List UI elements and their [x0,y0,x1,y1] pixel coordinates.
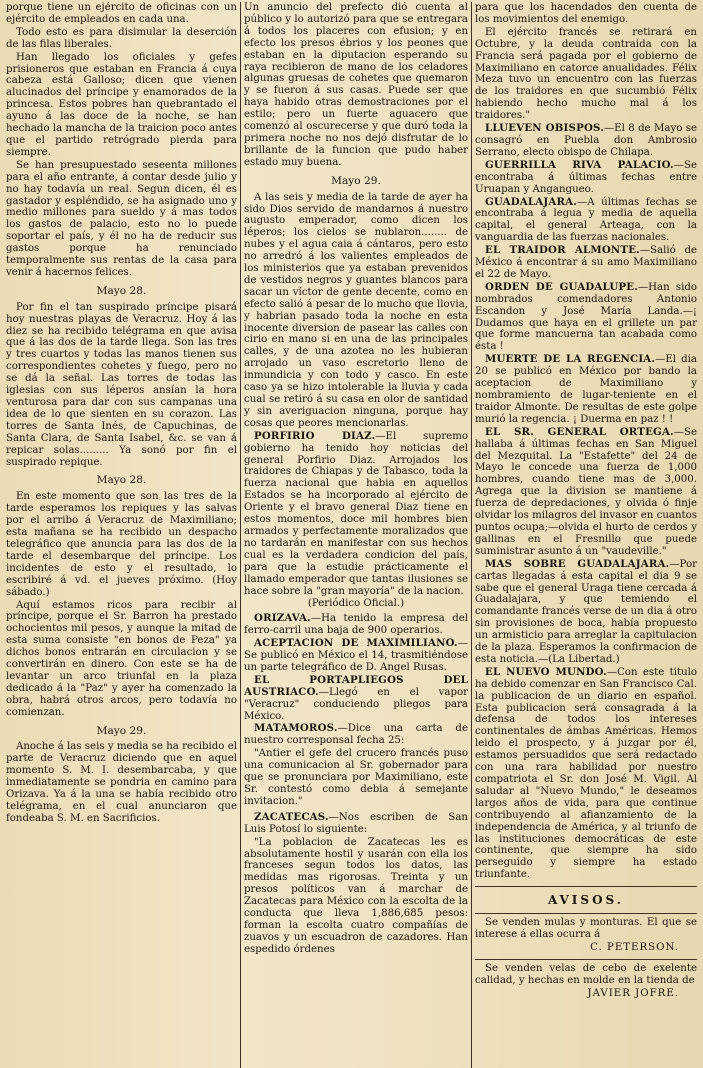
section-divider [475,886,697,887]
source-credit: (Periódico Oficial.) [307,598,405,610]
news-heading: EL PORTAPLIEGOS DEL AUSTRIACO. [244,673,468,698]
news-item [244,613,468,637]
ad-signature: C. PETERSON. [590,941,679,953]
article-paragraph: "La poblacion de Zacatecas les es absolutamente hostil y usarán con ella los franceses segun todos los datos, las medidas mas rigorosas. Treinta y un presos políticos van á marchar de Zacatecas para México con la escolta de la conducta que lleva 1,886,685 pesos: forman la escolta cuatro compañías de zuavos y un escuadron de cazadores. Han espedido órdenes [244,836,468,955]
news-heading: ZACATECAS. [254,810,329,823]
news-item [244,723,468,747]
news-heading: MUERTE DE LA REGENCIA. [485,353,656,366]
news-item [475,667,697,881]
news-item [475,160,697,196]
news-item [475,197,697,245]
ad-text: Se venden mulas y monturas. El que se interese á ellas ocurra á [475,917,697,940]
news-item [475,559,697,666]
news-item [244,638,468,674]
news-item [475,123,697,159]
news-heading: GUERRILLA RIVA PALACIO. [485,158,674,171]
news-body: —El supremo gobierno ha tenido hoy noticias del general Porfirio Diaz. Arrojados los traidores de Chiapas y de Tabasco, toda la fuerza nacional que habia en aquellos Estados se ha incorporado al ejército de Oriente y el bravo general Diaz tiene en estos momentos, doce mil hombres bien armados y perfectamente moralizados que no tardarán en manifestar con sus hechos cual es la verdadera condicion del país, para que la estudie prácticamente el llamado emperador que tantas ilusiones se hace sobre la "gran mayoría" de la nacion. [244,430,469,597]
news-item [475,282,697,353]
news-body: —Nos escriben de San Luis Potosí lo siguiente: [244,811,468,835]
article-paragraph: "Antier el gefe del crucero francés puso una comunicacion al Sr. gobernador para que se pronunciara por Maximiliano, este Sr. contestó como debia á semejante invitacion." [244,748,468,807]
section-divider [475,959,697,960]
dateline: Mayo 29. [331,174,381,187]
news-heading: ORDEN DE GUADALUPE. [485,280,638,293]
news-body: —Por cartas llegadas á esta capital el dia 9 se sabe que el general Uraga tiene cercada á Guadalajara, y que temiendo el comandante francés verse de un dia á otro sin provisiones de boca, había propuesto un armisticio para arreglar la capitulacion de la plaza. Esperamos la confirmacion de esta noticia.—(La Libertad.) [475,558,697,665]
news-body: —Han sido nombrados comendadores Antonio Escandon y José María Landa.—¡ Dudamos que haya en el grillete un par que forme mancuerna tan acabada como ésta ! [475,281,697,353]
news-body: —Ha tenido la empresa del ferro-carril una baja de 900 operarios. [244,613,468,637]
news-body: —Llegó en el vapor "Veracruz" conduciendo pliegos para México. [244,686,468,722]
article-paragraph: Anoche á las seis y media se ha recibido el parte de Veracruz diciendo que en aquel momento S. M. I. desembarcaba, y que inmediatamente se pondria en camino para Orizava. Ya á la una se había recibido otro telégrama, en el cual anunciaron que fondeaba S. M. en Sacrificios. [6,741,237,824]
news-heading: MAS SOBRE GUADALAJARA. [485,557,670,570]
ad-signature: JAVIER JOFRE. [587,987,679,999]
news-item [244,812,468,836]
avisos-heading: AVISOS. [548,893,624,908]
news-body: —Se encontraba á últimas fechas entre Uruapan y Angangueo. [475,159,697,195]
news-body: —Con este titulo ha debido comenzar en San Francisco Cal. la publicacion de un diario en español. Esta publicacion será consagrada á la defensa de todos los intereses continentales de ámbas Américas. Hemos leido el prospecto, y á juzgar por él, estamos persuadidos que será redactado con una rara habilidad por nuestro compatriota el Sr. don José M. Vigil. Al saludar al "Nuevo Mundo," le deseamos largos años de vida, para que continue contribuyendo al afianzamiento de la independencia de América, y al triunfo de las instituciones democráticas de este continente, que siempre ha sido perseguido y siempre ha estado triunfante. [475,666,697,881]
news-body: —A últimas fechas se encontraba á legua y media de aquella capital, el general Arteaga, con la vanguardia de las fuerzas nacionales. [475,196,697,244]
article-paragraph: para que los hacendados den cuenta de los movimientos del enemigo. [475,2,697,25]
news-body: —Se publicó en México el 14, trasmitiéndose un parte telegráfico de D. Angel Rusas. [244,638,468,673]
dateline: Mayo 28. [96,284,147,297]
news-item [475,354,697,425]
article-paragraph: Aquí estamos ricos para recibir al príncipe, porque el Sr. Barron ha prestado ochocientos mil pesos, y aunque la mitad de esta suma consiste "en bonos de Peza" ya dichos bonos entrarán en circulacion y se convertirán en dinero. Con este se ha de levantar un arco triunfal en la plaza dedicado á la "Paz" y ayer ha comenzado la obra, habrá otros arcos, pero todavía no comienzan. [6,599,237,718]
news-item [475,427,697,558]
article-paragraph: Se han presupuestado seseenta millones para el año entrante, á contar desde julio y no hay todavía un real. Segun dicen, él es gastador y espléndido, se ha asignado uno y medio millones para sueldo y á mas todos los gastos de palacio, esto no lo puede soportar el país, y él no ha de reducir sus gastos porque ha renunciado temporalmente sus rentas de la casa para venir á hacernos felices. [6,159,237,278]
column-1 [3,2,241,1068]
news-heading: EL SR. GENERAL ORTEGA. [485,425,674,438]
section-divider [475,913,697,914]
article-paragraph: El ejército francés se retirará en Octubre, y la deuda contraida con la Francia será pagada por el gobierno de Maximiliano en catorce anualidades. Félix Meza tuvo un encuentro con las fuerzas de los traidores en que sucumbió Félix habiendo hecho mucho mal á los traidores." [475,26,697,122]
article-paragraph: Por fin el tan suspirado príncipe pisará hoy nuestras playas de Veracruz. Hoy á las diez se ha recibido telégrama en que avisa que á las dos de la tarde llega. Son las tres y tres cuartos y todas las manos tienen sus correspondientes cohetes y fuego, pero no se dá la señal. Las torres de todas las iglesias con sus léperos ansían la hora venturosa para dar con sus campanas una idea de lo que sienten en su corazon. Las torres de Santa Inés, de Capuchinas, de Santa Clara, de Santa Isabel, &c. se van á repicar solas......... Ya sonó por fin el suspirado repique. [6,301,237,468]
news-heading: ACEPTACION DE MAXIMILIANO. [254,637,458,650]
article-paragraph: Todo esto es para disimular la deserción de las filas liberales. [6,26,237,50]
ad-text: Se venden velas de cebo de exelente calidad, y hechas en molde en la tienda de [475,962,697,986]
news-heading: ORIZAVA. [254,612,311,625]
classified-ad [475,917,697,954]
news-body: —El dia 20 se publicó en México por bando la aceptacion de Maximiliano y nombramiento de lugar-teniente en el traidor Almonte. De resultas de este golpe murió la regencia. ¡ Duerma en paz ! ! [475,354,697,425]
news-item [244,675,468,723]
article-paragraph: Un anuncio del prefecto dió cuenta al público y lo autorizó para que se entregara á todos los placeres con efusion; y en efecto los presos ébrios y los peones que estaban en la diputacion esperando su raya recibieron de mano de los celadores algunas gruesas de cohetes que quemaron y se fueron á sus casas. Puede ser que haya habido otras demostraciones por el estilo; pero un fuerte aguacero que comenzó al oscurecerse y que duró toda la primera noche no nos dejó disfrutar de lo brillante de la funcion que pudo haber estado muy buena. [244,2,468,168]
news-item [475,245,697,281]
article-paragraph: A las seis y media de la tarde de ayer ha sido Dios servido de mandarnos á nuestro augusto emperador, como dicen los léperos; los cielos se nublaron........ de nubes y el agua caia á cántaros, pero esto no arredró á los valientes empleados de los ministerios que ya estaban prevenidos de vestidos negros y guantes blancos para sacar un víctor de gente decente, como en efecto salió á pesar de lo mucho que llovia, y habrian pasado toda la noche en esta inocente diversion de pasear las calles con cirio en mano si en una de las principales calles, y de una azotea no les hubieran arrojado un vaso escretorio lleno de inmundicia y con todo y casco. En este caso ya se hizo intolerable la lluvia y cada cual se retiró á su casa en olor de santidad y sin averiguacion ninguna, porque hay cosas que peores mencionarlas. [244,191,468,429]
news-heading: EL NUEVO MUNDO. [485,665,607,678]
news-body: —El 8 de Mayo se consagró en Puebla don Ambrosio Serrano, electo obispo de Chilapa. [475,123,697,158]
news-item [244,431,468,598]
news-heading: PORFIRIO DIAZ. [254,429,376,442]
news-heading: GUADALAJARA. [485,195,578,208]
article-paragraph: En este momento que son las tres de la tarde esperamos los repiques y las salvas por el arribo á Veracruz de Maximiliano; esta mañana se ha recibido un despacho telegráfico que anuncia para las dos de la tarde el desembarque del príncipe. Los incidentes de esto y el resultado, lo escribiré á vd. el jueves próximo. (Hoy sábado.) [6,491,237,598]
article-paragraph: porque tiene un ejército de oficinas con un ejército de empleados en cada una. [6,2,237,25]
column-3 [472,2,700,1068]
dateline: Mayo 28. [96,474,147,487]
news-body: —Salió de México á encontrar á su amo Maximiliano el 22 de Mayo. [475,245,697,280]
news-body: —Se hallaba á últimas fechas en San Miguel del Mezquital. La "Estafette" del 24 de Mayo le concede una fuerza de 1,000 hombres, cuando tiene mas de 3,000. Agrega que la division se mantiene á fuerza de depredaciones, y olvida ó finje olvidar los milagros del invasor en cuantos puntos ocupa;—olvida el hurto de cerdos y gallinas en el Fresnillo que puede suministrar asunto á un "vaudeville." [475,426,697,557]
news-heading: EL TRAIDOR ALMONTE. [485,244,640,257]
news-body: —Dice una carta de nuestro corresponsal fecha 25: [244,723,468,747]
article-paragraph: Han llegado los oficiales y gefes prisioneros que estaban en Francia á cuya cabeza está Galloso; dicen que vienen alucinados del príncipe y enamorados de la princesa. Estos pobres han quebrantado el ayuno á las doce de la noche, se han hechado la mancha de la traicion poco antes que el partido retrógrado pierda para siempre. [6,51,237,158]
news-heading: LLUEVEN OBISPOS. [485,122,604,135]
news-heading: MATAMOROS. [254,722,338,735]
classified-ad [475,963,697,1000]
column-2 [241,2,472,1068]
dateline: Mayo 29. [96,724,147,737]
